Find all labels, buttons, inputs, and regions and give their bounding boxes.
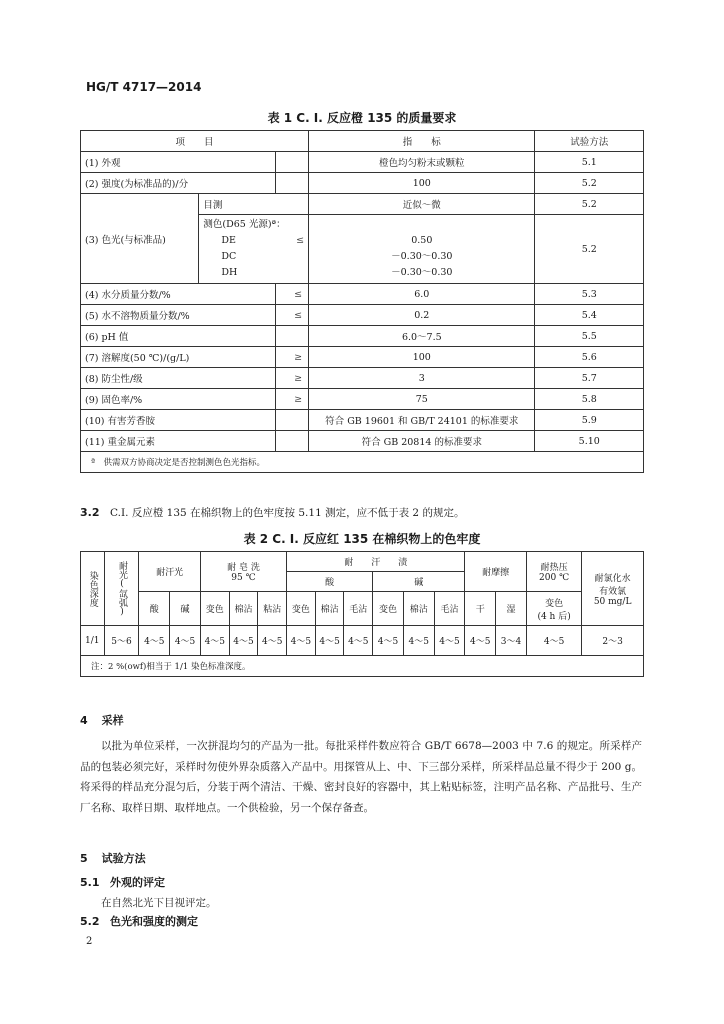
section-5-heading bbox=[80, 850, 146, 866]
header-item: 项 目 bbox=[81, 131, 309, 152]
table2-header-row-1 bbox=[81, 552, 644, 572]
data-cell: 4～5 bbox=[287, 626, 316, 656]
de-label: DE bbox=[221, 235, 236, 246]
header-soap bbox=[200, 552, 286, 592]
shade-visual-value: 近似～微 bbox=[309, 194, 535, 215]
row-sym bbox=[276, 410, 309, 431]
data-cell: 5～6 bbox=[104, 626, 139, 656]
row-sym: ≥ bbox=[276, 368, 309, 389]
section-3-2 bbox=[80, 505, 464, 520]
data-cell: 2～3 bbox=[582, 626, 644, 656]
table-row bbox=[81, 431, 644, 452]
page-number: 2 bbox=[86, 936, 93, 947]
row-item: (9) 固色率/% bbox=[81, 389, 276, 410]
row-spec: 符合 GB 20814 的标准要求 bbox=[309, 431, 535, 452]
row-method: 5.5 bbox=[535, 326, 644, 347]
row-spec: 3 bbox=[309, 368, 535, 389]
shade-instrument-values bbox=[309, 215, 535, 284]
section-4-title: 采样 bbox=[101, 714, 124, 727]
row-sym: ≤ bbox=[276, 284, 309, 305]
data-cell: 1/1 bbox=[81, 626, 105, 656]
data-cell: 4～5 bbox=[229, 626, 258, 656]
data-cell: 4～5 bbox=[434, 626, 465, 656]
data-cell: 4～5 bbox=[465, 626, 496, 656]
row-sym bbox=[276, 152, 309, 173]
quality-requirements-table bbox=[80, 130, 644, 473]
sub-soap-cotton: 棉沾 bbox=[229, 592, 258, 626]
row-method: 5.1 bbox=[535, 152, 644, 173]
table-row bbox=[81, 152, 644, 173]
row-spec: 75 bbox=[309, 389, 535, 410]
data-cell: 3～4 bbox=[496, 626, 527, 656]
header-perspiration: 耐 汗 渍 bbox=[287, 552, 465, 572]
row-item: (6) pH 值 bbox=[81, 326, 276, 347]
header-alkali: 碱 bbox=[373, 572, 465, 592]
table-row bbox=[81, 410, 644, 431]
row-method: 5.7 bbox=[535, 368, 644, 389]
section-3-2-text: C.I. 反应橙 135 在棉织物上的色牢度按 5.11 测定，应不低于表 2 的规定。 bbox=[110, 507, 465, 519]
row-item: (1) 外观 bbox=[81, 152, 276, 173]
row-sym bbox=[276, 431, 309, 452]
data-cell: 4～5 bbox=[170, 626, 201, 656]
section-4-number: 4 bbox=[80, 714, 88, 727]
header-chlorine-label: 耐氯化水 bbox=[594, 573, 631, 584]
data-cell: 4～5 bbox=[258, 626, 287, 656]
row-item: (11) 重金属元素 bbox=[81, 431, 276, 452]
sub-alkali-change: 变色 bbox=[373, 592, 404, 626]
table-row bbox=[81, 284, 644, 305]
sub-alkali-wool: 毛沾 bbox=[434, 592, 465, 626]
header-rubbing: 耐摩擦 bbox=[465, 552, 527, 592]
sub-acid-change: 变色 bbox=[287, 592, 316, 626]
section-5-2-title: 色光和强度的测定 bbox=[110, 915, 198, 928]
header-spec: 指 标 bbox=[309, 131, 535, 152]
row-spec: 6.0 bbox=[309, 284, 535, 305]
sub-acid: 酸 bbox=[139, 592, 170, 626]
data-cell: 4～5 bbox=[315, 626, 344, 656]
row-spec: 6.0～7.5 bbox=[309, 326, 535, 347]
row-method: 5.4 bbox=[535, 305, 644, 326]
header-hotpress-label: 耐热压 bbox=[540, 563, 568, 573]
dh-label: DH bbox=[221, 267, 238, 278]
row-method: 5.3 bbox=[535, 284, 644, 305]
row-item: (4) 水分质量分数/% bbox=[81, 284, 276, 305]
table1-footnote-row bbox=[81, 452, 644, 473]
row-method: 5.2 bbox=[535, 173, 644, 194]
row-sym bbox=[276, 326, 309, 347]
de-sym: ≤ bbox=[296, 235, 305, 246]
table-row bbox=[81, 173, 644, 194]
section-5-1-heading bbox=[80, 874, 165, 890]
section-4-paragraph bbox=[80, 736, 642, 818]
table-row bbox=[81, 347, 644, 368]
table2-note-row bbox=[81, 656, 644, 677]
header-acid: 酸 bbox=[287, 572, 373, 592]
row-sym bbox=[276, 173, 309, 194]
section-5-1-paragraph bbox=[80, 893, 642, 914]
table-row bbox=[81, 305, 644, 326]
row-method: 5.6 bbox=[535, 347, 644, 368]
shade-instrument-cell bbox=[199, 215, 309, 284]
row-item: (10) 有害芳香胺 bbox=[81, 410, 276, 431]
sub-hotpress-change: 变色 bbox=[545, 598, 564, 609]
section-5-title: 试验方法 bbox=[101, 852, 146, 865]
de-line bbox=[203, 233, 304, 249]
data-cell: 4～5 bbox=[344, 626, 373, 656]
row-item: (2) 强度(为标准品的)/分 bbox=[81, 173, 276, 194]
header-chlorine-label2: 有效氯 bbox=[599, 586, 627, 597]
header-hotpress bbox=[526, 552, 581, 592]
row-spec: 0.2 bbox=[309, 305, 535, 326]
section-5-1-number: 5.1 bbox=[80, 876, 100, 889]
dc-value: －0.30～0.30 bbox=[391, 251, 453, 262]
row-sym: ≥ bbox=[276, 389, 309, 410]
row-item: (7) 溶解度(50 ℃)/(g/L) bbox=[81, 347, 276, 368]
row-sym: ≤ bbox=[276, 305, 309, 326]
table2-header-row-3 bbox=[81, 592, 644, 626]
table1-footnote: ª 供需双方协商决定是否控制测色色光指标。 bbox=[81, 452, 644, 473]
row-spec: 100 bbox=[309, 173, 535, 194]
section-3-2-number: 3.2 bbox=[80, 506, 100, 519]
section-4-heading bbox=[80, 712, 124, 728]
row-method: 5.8 bbox=[535, 389, 644, 410]
header-perspiration-light: 耐汗光 bbox=[139, 552, 201, 592]
sub-acid-cotton: 棉沾 bbox=[315, 592, 344, 626]
shade-visual-method: 5.2 bbox=[535, 194, 644, 215]
table1-caption: 表 1 C. I. 反应橙 135 的质量要求 bbox=[267, 111, 457, 125]
header-soap-temp: 95 ℃ bbox=[231, 573, 256, 583]
sub-hotpress-time: (4 h 后) bbox=[537, 611, 571, 622]
data-cell: 4～5 bbox=[373, 626, 404, 656]
dh-value: －0.30～0.30 bbox=[391, 267, 453, 278]
row-method: 5.9 bbox=[535, 410, 644, 431]
table-row bbox=[81, 368, 644, 389]
data-cell: 4～5 bbox=[200, 626, 229, 656]
header-soap-label: 耐 皂 洗 bbox=[227, 563, 260, 573]
row-spec: 橙色均匀粉末或颗粒 bbox=[309, 152, 535, 173]
row-sym: ≥ bbox=[276, 347, 309, 368]
de-value: 0.50 bbox=[411, 235, 433, 246]
table1-header-row bbox=[81, 131, 644, 152]
section-5-1-title: 外观的评定 bbox=[110, 876, 165, 889]
shade-instrument-method: 5.2 bbox=[535, 215, 644, 284]
section-5-number: 5 bbox=[80, 852, 88, 865]
header-depth: 染色深度 bbox=[81, 552, 105, 626]
data-cell: 4～5 bbox=[403, 626, 434, 656]
sub-dry: 干 bbox=[465, 592, 496, 626]
sub-soap-change: 变色 bbox=[200, 592, 229, 626]
section-5-1-text: 在自然北光下目视评定。 bbox=[101, 897, 217, 909]
table2-note: 注：2 %(owf)相当于 1/1 染色标准深度。 bbox=[81, 656, 644, 677]
row-spec: 符合 GB 19601 和 GB/T 24101 的标准要求 bbox=[309, 410, 535, 431]
sub-alkali: 碱 bbox=[170, 592, 201, 626]
sub-alkali-cotton: 棉沾 bbox=[403, 592, 434, 626]
data-cell: 4～5 bbox=[139, 626, 170, 656]
row-spec: 100 bbox=[309, 347, 535, 368]
shade-visual-row bbox=[81, 194, 644, 215]
data-cell: 4～5 bbox=[526, 626, 581, 656]
header-hotpress-temp: 200 ℃ bbox=[539, 573, 570, 583]
color-fastness-table bbox=[80, 551, 644, 677]
header-chlorine bbox=[582, 552, 644, 626]
header-light: 耐光(氙弧) bbox=[104, 552, 139, 626]
sub-soap-viscose: 粘沾 bbox=[258, 592, 287, 626]
section-4-text: 以批为单位采样，一次拼混均匀的产品为一批。每批采样件数应符合 GB/T 6678—2003 中 7.6 的规定。所采样产品的包装必须完好，采样时勿使外界杂质落入产品中。用探管从上、中、下三部分采样，所采样品总量不得少于 200 g。将采得的样品充分混匀后，分装于两个清洁、干燥、密封良好的容器中，其上粘贴标签，注明产品名称、产品批号、生产厂名称、取样日期、取样地点。一个供检验，另一个保存备查。 bbox=[80, 740, 642, 814]
standard-number: HG/T 4717—2014 bbox=[86, 80, 202, 94]
shade-item: (3) 色光(与标准品) bbox=[81, 194, 199, 284]
row-item: (5) 水不溶物质量分数/% bbox=[81, 305, 276, 326]
table-row bbox=[81, 389, 644, 410]
row-item: (8) 防尘性/级 bbox=[81, 368, 276, 389]
table2-caption: 表 2 C. I. 反应红 135 在棉织物上的色牢度 bbox=[243, 532, 481, 546]
sub-wet: 湿 bbox=[496, 592, 527, 626]
table2-data-row bbox=[81, 626, 644, 656]
table-row bbox=[81, 326, 644, 347]
shade-visual-label: 目测 bbox=[199, 194, 309, 215]
sub-hotpress bbox=[526, 592, 581, 626]
shade-instrument-label: 测色(D65 光源)ª： bbox=[203, 219, 286, 230]
section-5-2-number: 5.2 bbox=[80, 915, 100, 928]
dc-label: DC bbox=[221, 251, 237, 262]
section-5-2-heading bbox=[80, 913, 198, 929]
sub-acid-wool: 毛沾 bbox=[344, 592, 373, 626]
header-chlorine-label3: 50 mg/L bbox=[593, 596, 632, 607]
row-method: 5.10 bbox=[535, 431, 644, 452]
header-method: 试验方法 bbox=[535, 131, 644, 152]
